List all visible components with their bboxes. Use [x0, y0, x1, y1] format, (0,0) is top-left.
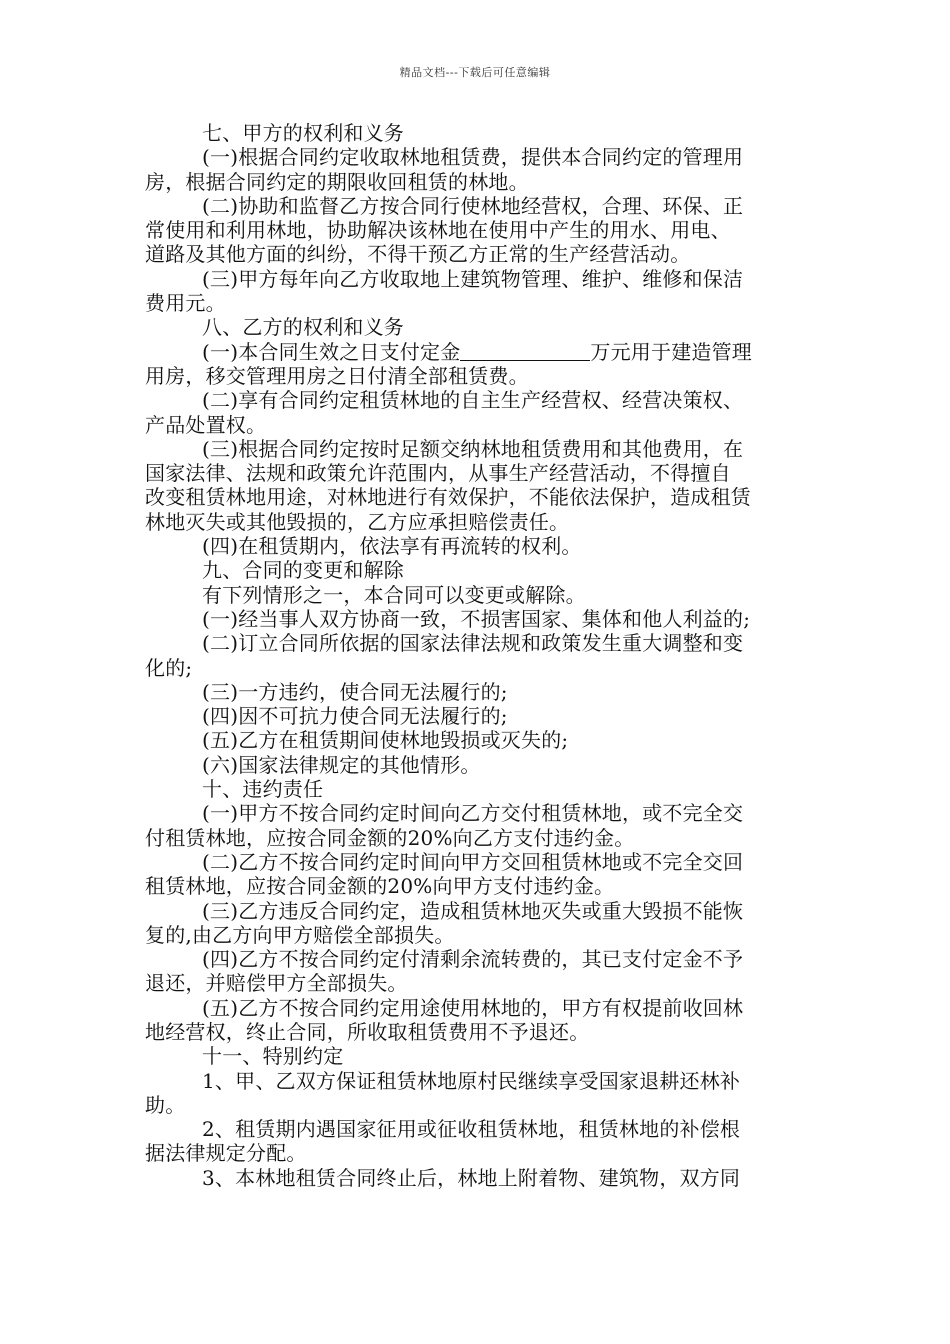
- paragraph-line: 1、甲、乙双方保证租赁林地原村民继续享受国家退耕还林补: [202, 1068, 741, 1093]
- section-heading-7: 七、甲方的权利和义务: [202, 121, 404, 145]
- fill-in-blank: [460, 342, 590, 361]
- paragraph-line: (五)乙方不按合同约定用途使用林地的，甲方有权提前收回林: [202, 995, 744, 1020]
- paragraph-line: 2、租赁期内遇国家征用或征收租赁林地，租赁林地的补偿根: [202, 1117, 741, 1142]
- paragraph-line: (三)一方违约，使合同无法履行的;: [202, 679, 508, 704]
- paragraph-line: (二)乙方不按合同约定时间向甲方交回租赁林地或不完全交回: [202, 849, 744, 874]
- section-heading-8: 八、乙方的权利和义务: [202, 315, 404, 340]
- paragraph-line: (二)协助和监督乙方按合同行使林地经营权，合理、环保、正: [202, 193, 744, 218]
- page-header: 精品文档---下载后可任意编辑: [399, 66, 551, 79]
- paragraph-line: (四)乙方不按合同约定付清剩余流转费的，其已支付定金不予: [202, 947, 744, 972]
- paragraph-line: (三)乙方违反合同约定，造成租赁林地灭失或重大毁损不能恢: [202, 898, 744, 923]
- paragraph-line: 退还，并赔偿甲方全部损失。: [145, 971, 408, 996]
- paragraph-line: (六)国家法律规定的其他情形。: [202, 752, 481, 777]
- paragraph-line: (一)甲方不按合同约定时间向乙方交付租赁林地，或不完全交: [202, 801, 744, 826]
- paragraph-line-with-blank: [145, 340, 805, 364]
- paragraph-line: 房，根据合同约定的期限收回租赁的林地。: [145, 169, 529, 194]
- paragraph-line: (二)享有合同约定租赁林地的自主生产经营权、经营决策权、: [202, 388, 744, 413]
- paragraph-line: 道路及其他方面的纠纷，不得干预乙方正常的生产经营活动。: [145, 242, 691, 267]
- paragraph-line: 复的,由乙方向甲方赔偿全部损失。: [145, 922, 455, 947]
- paragraph-line: (五)乙方在租赁期间使林地毁损或灭失的;: [202, 728, 569, 753]
- paragraph-line: 3、本林地租赁合同终止后，林地上附着物、建筑物，双方同: [202, 1165, 741, 1190]
- paragraph-line: 地经营权，终止合同，所收取租赁费用不予退还。: [145, 1019, 590, 1044]
- paragraph-line: (一)根据合同约定收取林地租赁费，提供本合同约定的管理用: [202, 145, 744, 170]
- paragraph-text: (一)本合同生效之日支付定金: [202, 339, 461, 364]
- paragraph-line: 付租赁林地，应按合同金额的20%向乙方支付违约金。: [145, 825, 635, 850]
- section-heading-11: 十一、特别约定: [202, 1044, 344, 1069]
- paragraph-line: (四)在租赁期内，依法享有再流转的权利。: [202, 534, 582, 559]
- section-heading-10: 十、违约责任: [202, 777, 324, 802]
- paragraph-line: 化的;: [145, 655, 193, 680]
- paragraph-line: 国家法律、法规和政策允许范围内，从事生产经营活动，不得擅自: [145, 461, 731, 486]
- paragraph-line: 林地灭失或其他毁损的，乙方应承担赔偿责任。: [145, 509, 570, 534]
- paragraph-line: 租赁林地，应按合同金额的20%向甲方支付违约金。: [145, 874, 615, 899]
- paragraph-text: 万元用于建造管理: [590, 339, 753, 364]
- paragraph-line: (三)甲方每年向乙方收取地上建筑物管理、维护、维修和保洁: [202, 266, 744, 291]
- paragraph-line: (一)经当事人双方协商一致，不损害国家、集体和他人利益的;: [202, 606, 751, 631]
- paragraph-line: (三)根据合同约定按时足额交纳林地租赁费用和其他费用，在: [202, 436, 744, 461]
- document-body: [145, 121, 805, 1190]
- paragraph-line: 产品处置权。: [145, 412, 267, 437]
- section-heading-9: 九、合同的变更和解除: [202, 558, 404, 583]
- paragraph-line: 费用元。: [145, 291, 226, 316]
- paragraph-line: 据法律规定分配。: [145, 1141, 307, 1166]
- paragraph-line: 有下列情形之一，本合同可以变更或解除。: [202, 582, 586, 607]
- paragraph-line: 助。: [145, 1092, 186, 1117]
- paragraph-line: 常使用和利用林地，协助解决该林地在使用中产生的用水、用电、: [145, 218, 731, 243]
- paragraph-line: (二)订立合同所依据的国家法律法规和政策发生重大调整和变: [202, 631, 744, 656]
- paragraph-line: 用房，移交管理用房之日付清全部租赁费。: [145, 363, 529, 388]
- paragraph-line: 改变租赁林地用途，对林地进行有效保护，不能依法保护，造成租赁: [145, 485, 751, 510]
- paragraph-line: (四)因不可抗力使合同无法履行的;: [202, 704, 508, 729]
